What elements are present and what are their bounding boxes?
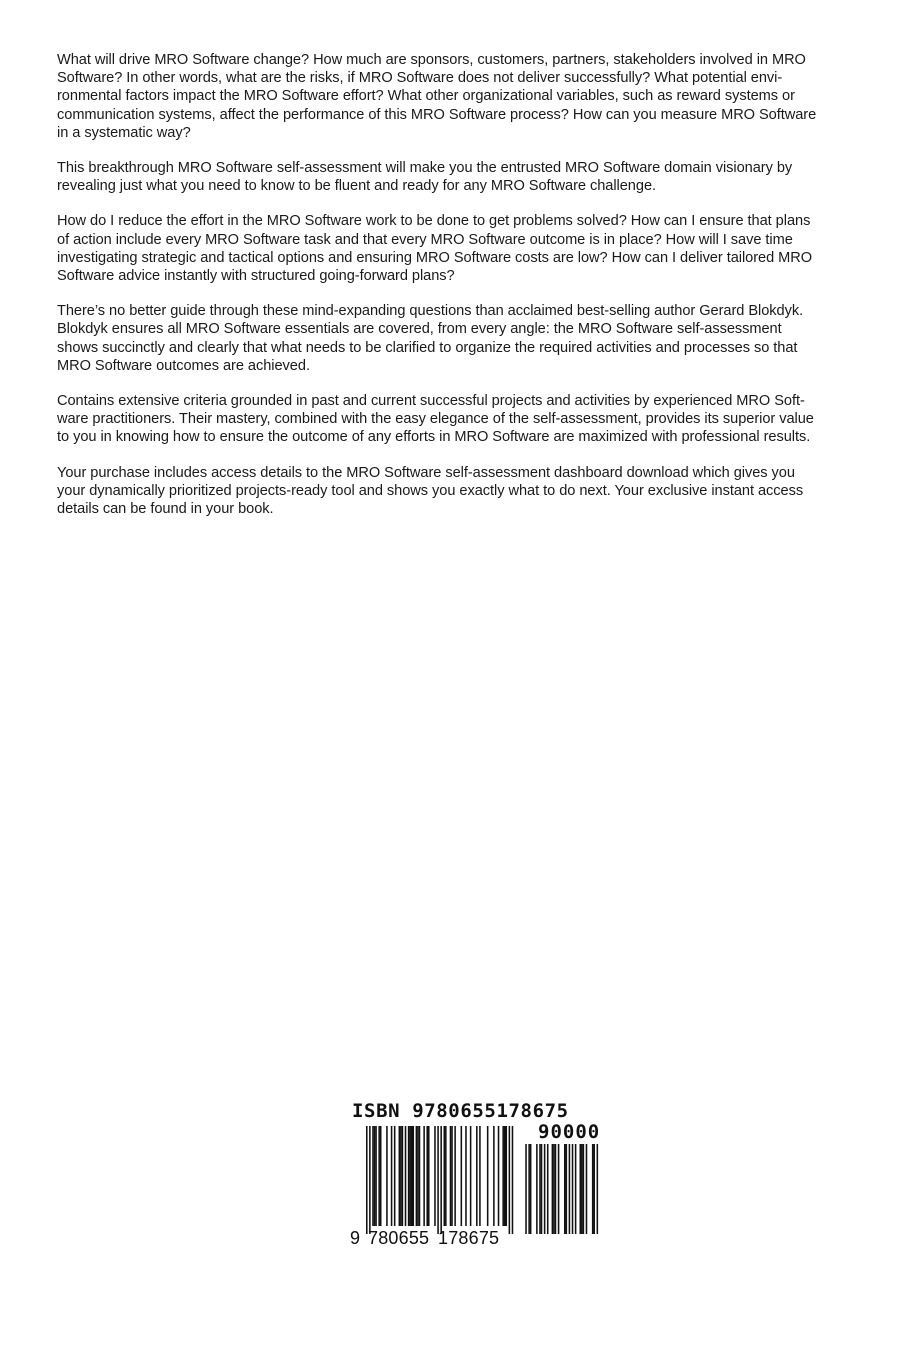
barcode-bar [399,1126,401,1226]
barcode-bar [476,1126,478,1226]
barcode-bar [512,1126,514,1234]
barcode-bar [408,1126,410,1226]
addon-price-code: 90000 [538,1121,601,1143]
barcode-bar [440,1126,442,1234]
barcode-lead-digit: 9 [350,1228,361,1248]
barcode-bar [417,1126,419,1226]
paragraph [57,302,838,375]
addon-bar [539,1144,541,1234]
barcode-bar [405,1126,407,1226]
addon-bar [552,1144,554,1234]
addon-bar [555,1144,557,1234]
text-line: investigating strategic and tactical options and ensuring MRO Software costs are low? How can I deliver tailored MRO [57,249,813,266]
text-line: Software? In other words, what are the risks, if MRO Software does not deliver successfully? What potential envi- [57,70,783,87]
barcode-right-digits: 178675 [438,1228,500,1248]
barcode-left-digits: 780655 [368,1228,430,1248]
barcode-bar [386,1126,388,1226]
addon-bar [544,1144,546,1234]
barcode-bar [434,1126,436,1226]
isbn-label: ISBN 9780655178675 [352,1100,569,1122]
text-line: details can be found in your book. [57,501,274,518]
barcode-bar [419,1126,421,1226]
barcode-bar [402,1126,404,1226]
barcode-bar [375,1126,377,1226]
barcode-bar [493,1126,495,1226]
barcode-bar [504,1126,506,1226]
text-line: What will drive MRO Software change? How much are sponsors, customers, partners, stakeholders involved in MRO [57,52,806,68]
text-line: in a systematic way? [57,124,191,141]
paragraph [57,464,838,519]
barcode-bar [450,1126,452,1226]
barcode-bar [411,1126,413,1226]
text-line: Contains extensive criteria grounded in past and current successful projects and activities by experienced MRO Soft- [57,393,805,410]
addon-bar [581,1144,583,1234]
text-line: to you in knowing how to ensure the outcome of any efforts in MRO Software are maximized with professional results. [57,429,811,446]
addon-bar [569,1144,571,1234]
barcode-bar [487,1126,489,1226]
text-line: communication systems, affect the performance of this MRO Software process? How can you measure MRO Software [57,106,817,123]
barcode-bar [451,1126,453,1226]
addon-bar [592,1144,594,1234]
text-line: of action include every MRO Software task and that every MRO Software outcome is in place? How will I save time [57,231,793,248]
addon-bar [583,1144,585,1234]
addon-bar [566,1144,568,1234]
paragraph [57,159,838,195]
barcode-bar [444,1126,446,1226]
isbn-barcode [350,1100,610,1260]
addon-bar [558,1144,560,1234]
barcode-bar [423,1126,425,1226]
barcode-bar [470,1126,472,1226]
barcode-bar [465,1126,467,1226]
text-line: How do I reduce the effort in the MRO Software work to be done to get problems solved? How can I ensure that plans [57,213,811,230]
barcode-bar [498,1126,500,1226]
barcode-bar [502,1126,504,1226]
barcode-bar [409,1126,411,1226]
text-line: There’s no better guide through these mind-expanding questions than acclaimed best-selling author Gerard Blokdyk. [57,303,804,320]
text-line: Your purchase includes access details to the MRO Software self-assessment dashboard download which gives you [57,464,795,481]
text-line: MRO Software outcomes are achieved. [57,357,310,374]
barcode-bar [366,1126,368,1234]
barcode-bar [374,1126,376,1226]
addon-bar [572,1144,574,1234]
addon-bar [593,1144,595,1234]
addon-bar [525,1144,527,1234]
paragraph [57,51,838,142]
barcode-bar [509,1126,511,1234]
text-line: shows succinctly and clearly that what needs to be clarified to organize the required activities and processes so that [57,339,798,356]
addon-bar [575,1144,577,1234]
barcode-bar [461,1126,463,1226]
barcode-bar [426,1126,428,1226]
text-line: ronmental factors impact the MRO Software effort? What other organizational variables, such as reward systems or [57,88,795,105]
addon-bar [597,1144,599,1234]
addon-bar [564,1144,566,1234]
text-line: This breakthrough MRO Software self-assessment will make you the entrusted MRO Software domain visionary by [57,160,793,177]
barcode-bar [454,1126,456,1226]
paragraph [57,212,838,285]
addon-bar [586,1144,588,1234]
addon-bar [541,1144,543,1234]
barcode-bar [506,1126,508,1226]
text-line: ware practitioners. Their mastery, combined with the easy elegance of the self-assessment, provides its superior value [57,411,814,428]
barcode-bar [378,1126,380,1226]
barcode-bar [391,1126,393,1226]
description-text [57,51,838,535]
addon-bar [536,1144,538,1234]
barcode-bar [437,1126,439,1234]
paragraph [57,392,838,447]
text-line: Software advice instantly with structured going-forward plans? [57,268,455,285]
addon-bar [530,1144,532,1234]
text-line: revealing just what you need to know to be fluent and ready for any MRO Software challenge. [57,178,657,195]
addon-bar [580,1144,582,1234]
barcode-bar [428,1126,430,1226]
barcode-bar [372,1126,374,1226]
barcode-bar [445,1126,447,1226]
addon-bar [553,1144,555,1234]
barcode-bar [416,1126,418,1226]
addon-bar [528,1144,530,1234]
barcode-bar [400,1126,402,1226]
addon-bar [547,1144,549,1234]
barcode-bar [394,1126,396,1226]
text-line: Blokdyk ensures all MRO Software essentials are covered, from every angle: the MRO Software self-assessment [57,321,782,338]
barcode-bar [380,1126,382,1226]
barcode-bar [413,1126,415,1226]
barcode-bar [369,1126,371,1234]
barcode-bar [479,1126,481,1226]
text-line: your dynamically prioritized projects-ready tool and shows you exactly what to do next. Your exclusive instant access [57,482,804,499]
